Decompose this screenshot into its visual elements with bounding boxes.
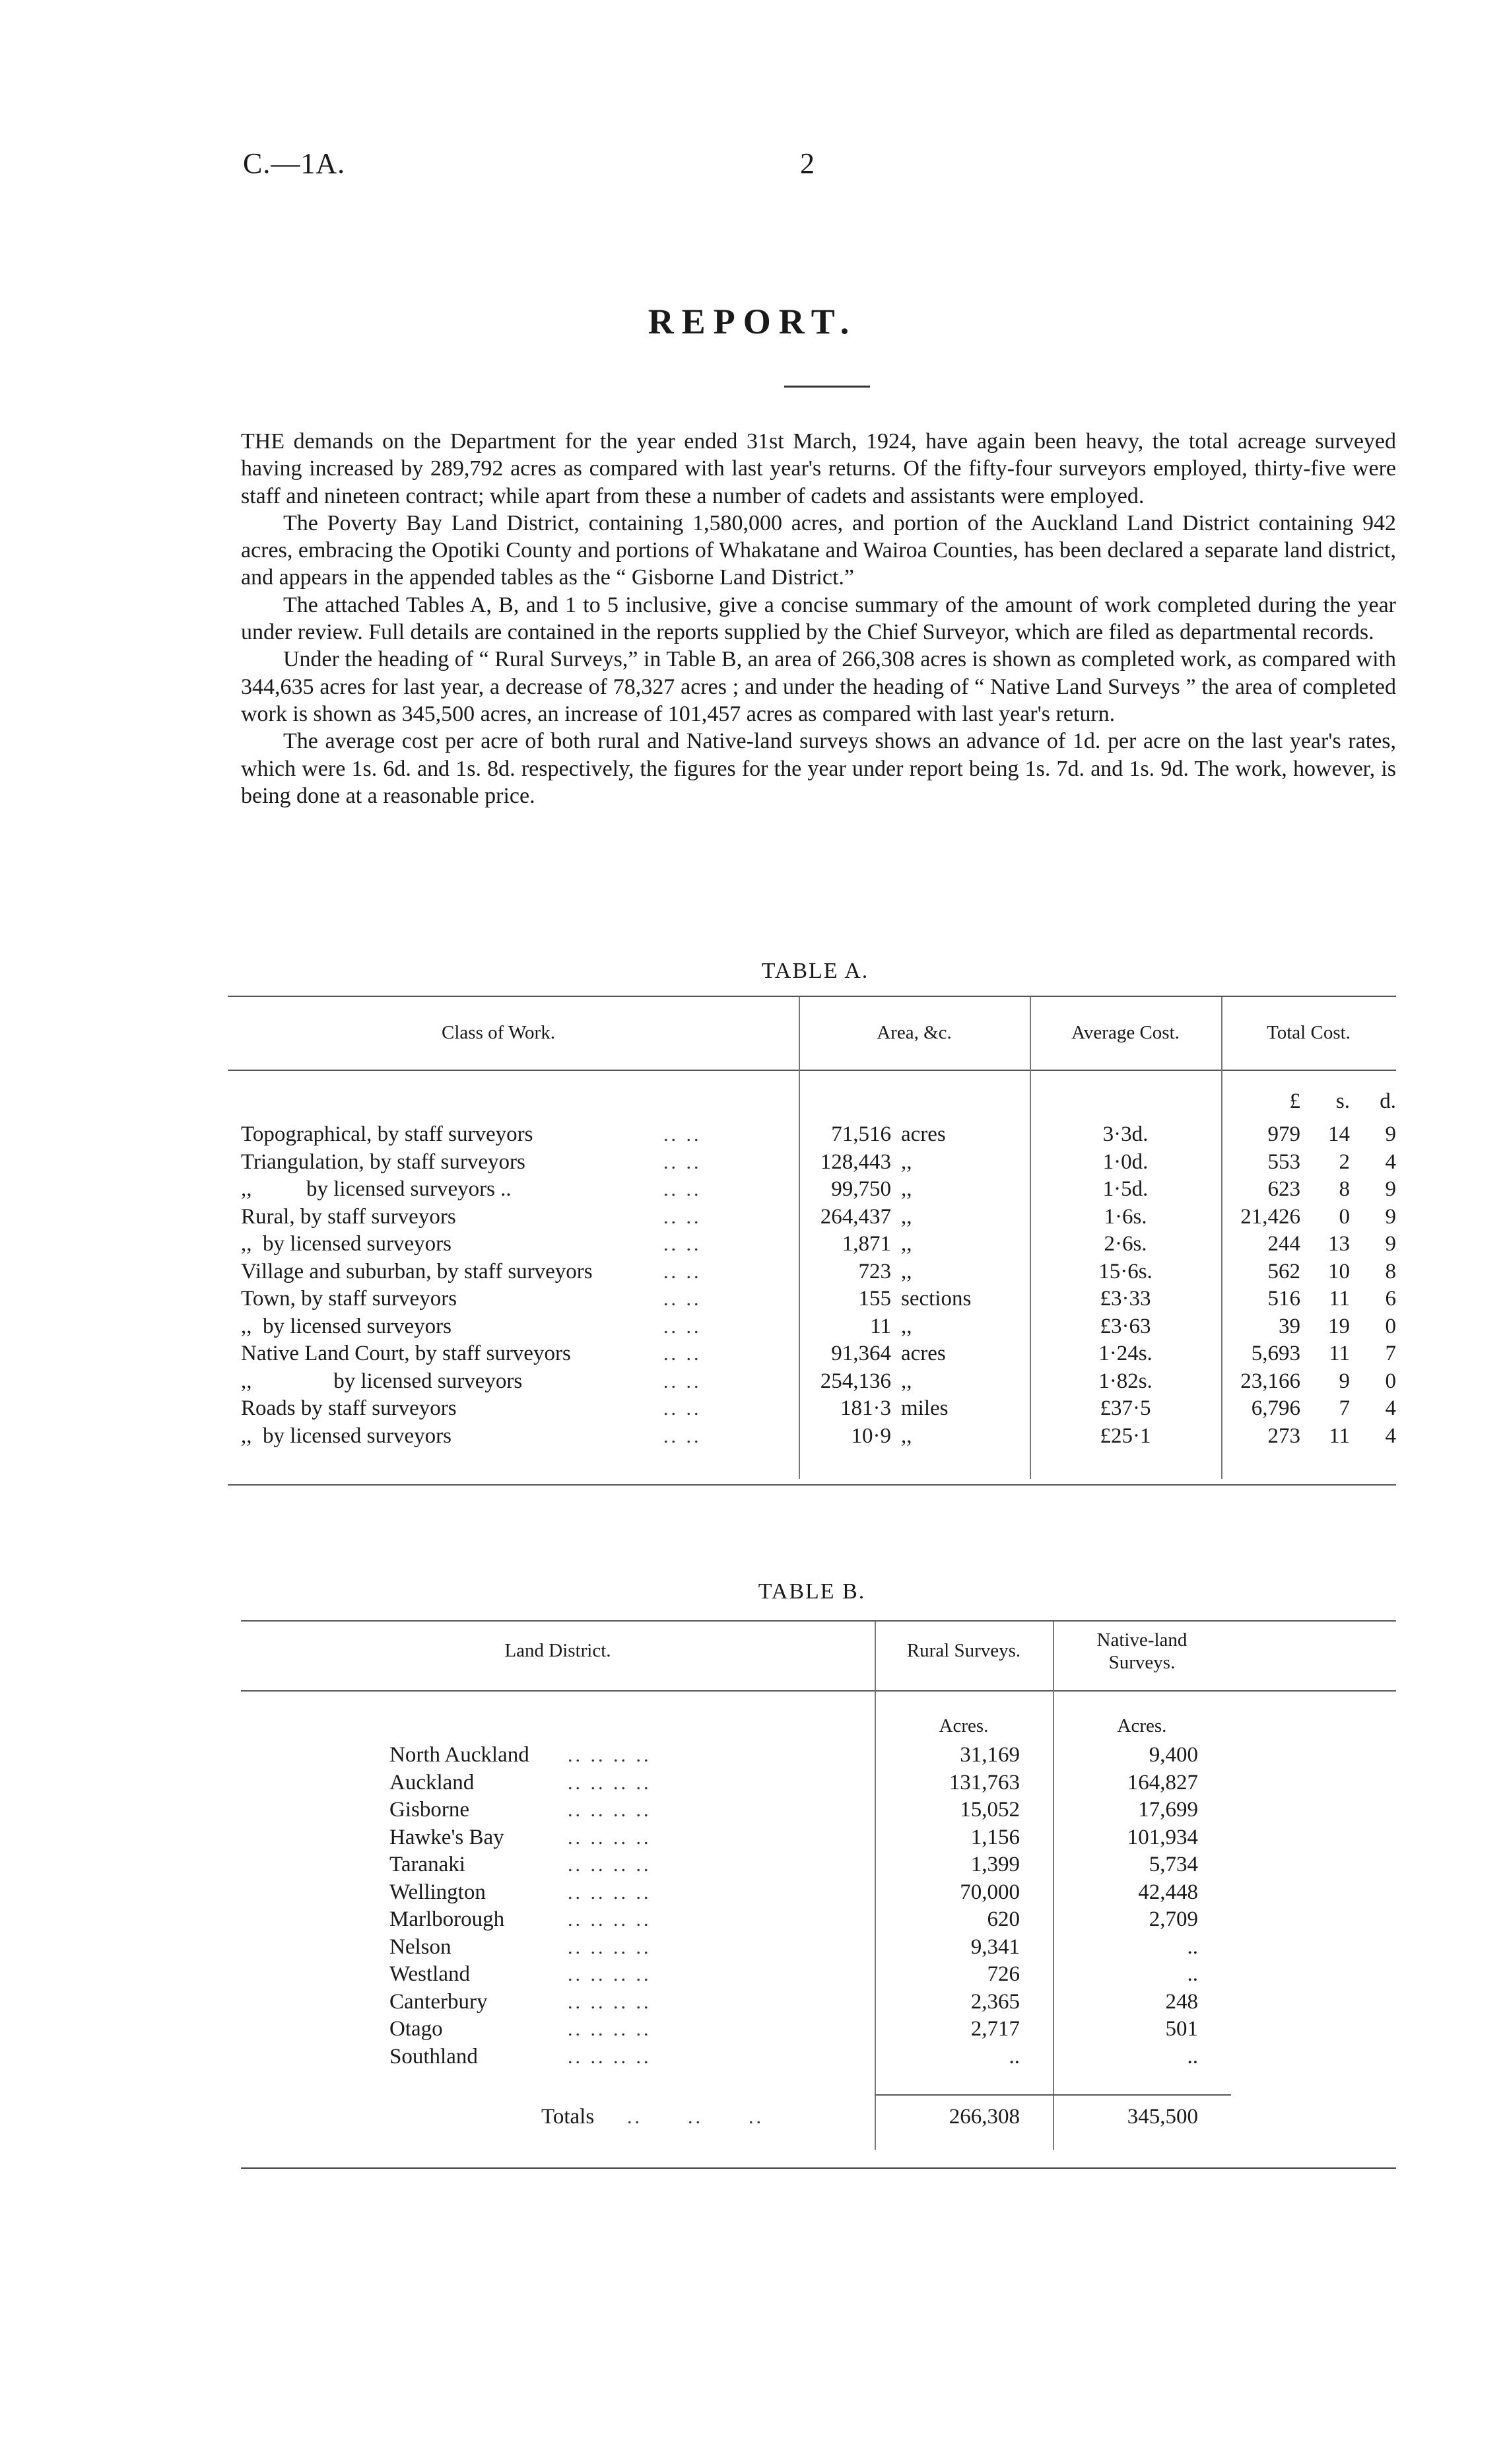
table-a-row-area: 91,364: [831, 1342, 891, 1365]
table-a-row-shillings: 10: [1328, 1259, 1350, 1283]
table-a-row-average: 1·82s.: [1098, 1369, 1153, 1393]
table-a-row-area: 99,750: [831, 1177, 891, 1201]
table-a-row-area: 155: [858, 1287, 891, 1311]
table-a-row-unit: ,,: [901, 1232, 912, 1256]
table-a-row-shillings: 19: [1328, 1314, 1350, 1338]
table-b-unit-native: Acres.: [1117, 1715, 1167, 1736]
page-number: 2: [800, 147, 815, 180]
table-a-row-average: 2·6s.: [1104, 1232, 1147, 1256]
table-a-row-pence: 9: [1385, 1122, 1396, 1146]
table-a-row-pence: 8: [1385, 1259, 1396, 1283]
table-b-row-rural: 2,717: [970, 2017, 1020, 2041]
table-b-divider: [1053, 1622, 1054, 2150]
table-a-row-shillings: 2: [1339, 1149, 1350, 1174]
table-a-header-class: Class of Work.: [442, 1022, 555, 1043]
table-b-header-native-1: Native-land: [1096, 1629, 1187, 1651]
table-a-row-label: ,, by licensed surveyors: [241, 1369, 523, 1393]
leader-dots: .. .. ..: [627, 2106, 764, 2128]
table-a-header-total: Total Cost.: [1267, 1022, 1351, 1043]
table-a-row-area: 128,443: [820, 1149, 891, 1174]
table-b-top-rule: [241, 1620, 1396, 1622]
title-rule: [784, 386, 870, 388]
table-b-row-district: Wellington: [389, 1880, 486, 1904]
table-a-row-average: 1·5d.: [1102, 1177, 1149, 1201]
leader-dots: .. ..: [663, 1370, 702, 1392]
leader-dots: .. .. .. ..: [568, 2045, 652, 2068]
table-a-row-average: 1·6s.: [1104, 1204, 1147, 1229]
table-a-row-unit: ,,: [901, 1149, 912, 1174]
leader-dots: .. .. .. ..: [568, 2018, 652, 2040]
table-b-caption: TABLE B.: [758, 1579, 866, 1604]
table-a-row-unit: sections: [901, 1287, 972, 1311]
table-a-row-shillings: 8: [1339, 1177, 1350, 1201]
table-b-row-rural: ..: [1009, 2044, 1020, 2069]
table-a-row-label: Town, by staff surveyors: [241, 1287, 457, 1311]
table-b-row-rural: 2,365: [970, 1989, 1020, 2014]
table-a-divider: [1221, 997, 1222, 1479]
table-a-row-unit: miles: [901, 1396, 949, 1420]
table-b-row-native: 501: [1165, 2017, 1198, 2041]
leader-dots: .. .. .. ..: [568, 1799, 652, 1821]
table-b-row-native: ..: [1187, 1934, 1198, 1959]
table-a-row-unit: ,,: [901, 1314, 912, 1338]
table-b-header-district: Land District.: [504, 1640, 611, 1661]
table-b-row-district: Hawke's Bay: [389, 1825, 504, 1849]
table-a-row-average: 3·3d.: [1102, 1122, 1149, 1146]
table-a-row-shillings: 14: [1328, 1122, 1350, 1146]
table-b-row-rural: 620: [987, 1907, 1020, 1931]
table-b-row-rural: 15,052: [960, 1798, 1020, 1822]
currency-header-pounds: £: [1289, 1089, 1300, 1113]
table-a-row-pounds: 39: [1279, 1314, 1300, 1338]
table-a-row-label: ,, by licensed surveyors ..: [241, 1177, 512, 1201]
table-b-totals-native: 345,500: [1127, 2105, 1198, 2129]
table-b-row-district: Canterbury: [389, 1989, 488, 2014]
table-b-row-rural: 1,399: [970, 1853, 1020, 1876]
table-b-row-district: Auckland: [389, 1770, 475, 1795]
table-a-row-pence: 7: [1385, 1342, 1396, 1365]
table-a-row-label: Topographical, by staff surveyors: [241, 1122, 533, 1146]
table-b-row-rural: 1,156: [970, 1825, 1020, 1849]
table-b-totals-rural: 266,308: [949, 2105, 1020, 2129]
table-a-row-pence: 6: [1385, 1287, 1396, 1311]
table-a-row-area: 264,437: [820, 1204, 891, 1229]
leader-dots: .. .. .. ..: [568, 1826, 652, 1849]
table-b-row-rural: 726: [987, 1962, 1020, 1986]
table-a-row-pence: 4: [1385, 1423, 1396, 1448]
table-a-row-area: 11: [870, 1314, 891, 1338]
table-a-row-pounds: 553: [1267, 1149, 1300, 1174]
table-b-bottom-rule: [241, 2167, 1396, 2169]
table-a-row-shillings: 9: [1339, 1369, 1350, 1393]
table-a-row-average: 15·6s.: [1098, 1259, 1153, 1283]
leader-dots: .. .. .. ..: [568, 1991, 652, 2013]
table-a-row-unit: ,,: [901, 1423, 912, 1448]
table-b-header-native-2: Surveys.: [1108, 1652, 1176, 1673]
table-a-row-pounds: 21,426: [1240, 1204, 1300, 1229]
table-a-row-area: 181·3: [840, 1396, 891, 1420]
table-b-row-native: 5,734: [1149, 1853, 1198, 1876]
table-a-row-unit: acres: [901, 1342, 946, 1365]
leader-dots: .. .. .. ..: [568, 1909, 652, 1931]
paragraph-1: THE demands on the Department for the year ended 31st March, 1924, have again been heavy, the total acreage surveyed having increased by 289,792 acres as compared with last year's returns. Of the fifty-four surveyors employed, thirty-five were staff and nineteen contract; while apart from these a number of cadets and assistants were employed.: [241, 429, 1396, 508]
table-b-unit-rural: Acres.: [939, 1715, 989, 1736]
leader-dots: .. .. .. ..: [568, 1744, 652, 1766]
table-b-row-rural: 70,000: [960, 1880, 1020, 1904]
table-a-row-label: Rural, by staff surveyors: [241, 1204, 456, 1229]
paragraph-5: The average cost per acre of both rural and Native-land surveys shows an advance of 1d. per acre on the last year's rates, which were 1s. 6d. and 1s. 8d. respectively, the figures for the year under report being 1s. 7d. and 1s. 9d. The work, however, is being done at a reasonable price.: [241, 729, 1396, 808]
table-b-header-rule: [241, 1690, 1396, 1692]
table-a-row-pounds: 516: [1267, 1287, 1300, 1311]
table-b-row-native: ..: [1187, 1962, 1198, 1986]
table-b-header-rural: Rural Surveys.: [906, 1640, 1021, 1661]
leader-dots: .. ..: [663, 1343, 702, 1365]
leader-dots: .. .. .. ..: [568, 1936, 652, 1958]
table-b-row-rural: 9,341: [970, 1934, 1020, 1959]
currency-header-shillings: s.: [1335, 1089, 1350, 1113]
table-b-row-rural: 31,169: [960, 1743, 1020, 1767]
table-a-row-label: Roads by staff surveyors: [241, 1396, 457, 1420]
table-b-row-native: 42,448: [1138, 1880, 1198, 1904]
leader-dots: .. ..: [663, 1233, 702, 1255]
table-b-row-district: Taranaki: [389, 1853, 465, 1876]
table-a-row-pounds: 6,796: [1251, 1396, 1300, 1420]
table-b-row-native: ..: [1187, 2044, 1198, 2069]
table-a-row-label: ,, by licensed surveyors: [241, 1423, 452, 1448]
paragraph-3: The attached Tables A, B, and 1 to 5 inclusive, give a concise summary of the amount of work completed during the year under review. Full details are contained in the reports supplied by the Chief Surveyor, which are filed as departmental records.: [241, 592, 1396, 645]
leader-dots: .. ..: [663, 1151, 702, 1173]
table-a-row-pounds: 5,693: [1251, 1342, 1300, 1365]
table-b-row-native: 101,934: [1127, 1825, 1198, 1849]
table-a-row-shillings: 7: [1339, 1396, 1350, 1420]
paragraph-4: Under the heading of “ Rural Surveys,” in Table B, an area of 266,308 acres is shown as completed work, as compared with 344,635 acres for last year, a decrease of 78,327 acres ; and under the heading of “ Native Land Surveys ” the area of completed work is shown as 345,500 acres, an increase of 101,457 acres as compared with last year's return.: [241, 647, 1396, 726]
table-b-row-rural: 131,763: [949, 1770, 1020, 1795]
table-a-row-average: £3·63: [1100, 1314, 1151, 1338]
table-a-row-pounds: 979: [1267, 1122, 1300, 1146]
table-a-row-unit: acres: [901, 1122, 946, 1146]
leader-dots: .. .. .. ..: [568, 1881, 652, 1903]
table-a-row-pence: 4: [1385, 1396, 1396, 1420]
table-a-row-pounds: 623: [1267, 1177, 1300, 1201]
paragraph-2: The Poverty Bay Land District, containing 1,580,000 acres, and portion of the Auckland Land District containing 942 acres, embracing the Opotiki County and portions of Whakatane and Wairoa Counties, has been declared a separate land district, and appears in the appended tables as the “ Gisborne Land District.”: [241, 510, 1396, 590]
table-a-row-pounds: 23,166: [1240, 1369, 1300, 1393]
leader-dots: .. ..: [663, 1315, 702, 1338]
leader-dots: .. .. .. ..: [568, 1854, 652, 1876]
table-a-header-average: Average Cost.: [1071, 1022, 1180, 1043]
table-a-row-unit: ,,: [901, 1369, 912, 1393]
table-b-row-native: 2,709: [1149, 1907, 1198, 1931]
table-a-row-average: £25·1: [1100, 1423, 1151, 1448]
table-a-row-pence: 4: [1385, 1149, 1396, 1174]
table-b-row-native: 17,699: [1138, 1798, 1198, 1822]
table-a-row-unit: ,,: [901, 1177, 912, 1201]
leader-dots: .. ..: [663, 1288, 702, 1310]
document-reference: C.—1A.: [243, 147, 346, 180]
table-b-row-native: 248: [1165, 1989, 1198, 2014]
table-a-row-unit: ,,: [901, 1204, 912, 1229]
table-a-row-shillings: 13: [1328, 1232, 1350, 1256]
table-b-row-district: Marlborough: [389, 1907, 505, 1931]
table-a-row-label: Native Land Court, by staff surveyors: [241, 1342, 571, 1365]
table-b-totals-label: Totals: [541, 2105, 595, 2129]
table-b-row-district: North Auckland: [389, 1743, 529, 1767]
table-a-row-shillings: 11: [1329, 1342, 1350, 1365]
table-b-row-district: Gisborne: [389, 1798, 469, 1822]
table-a-row-pounds: 273: [1267, 1423, 1300, 1448]
leader-dots: .. ..: [663, 1206, 702, 1228]
table-a-row-pence: 9: [1385, 1232, 1396, 1256]
leader-dots: .. ..: [663, 1425, 702, 1447]
table-b-row-native: 9,400: [1149, 1743, 1198, 1767]
table-b-divider: [875, 1622, 876, 2150]
table-b-row-district: Otago: [389, 2017, 443, 2041]
table-a-row-area: 10·9: [851, 1423, 891, 1448]
table-a-row-shillings: 11: [1329, 1287, 1350, 1311]
leader-dots: .. ..: [663, 1179, 702, 1200]
table-a-row-average: £37·5: [1100, 1396, 1151, 1420]
table-a-row-label: ,, by licensed surveyors: [241, 1314, 452, 1338]
table-a-row-area: 723: [858, 1259, 891, 1283]
table-a-bottom-rule: [228, 1484, 1396, 1486]
table-b-row-native: 164,827: [1127, 1770, 1198, 1795]
table-a-row-area: 1,871: [842, 1232, 891, 1256]
table-a-row-pounds: 244: [1267, 1232, 1300, 1256]
table-a-row-shillings: 0: [1339, 1204, 1350, 1229]
table-a-row-unit: ,,: [901, 1259, 912, 1283]
table-a-row-shillings: 11: [1329, 1423, 1350, 1448]
leader-dots: .. .. .. ..: [568, 1964, 652, 1985]
table-a-row-pence: 0: [1385, 1369, 1396, 1393]
leader-dots: .. ..: [663, 1398, 702, 1420]
leader-dots: .. .. .. ..: [568, 1771, 652, 1794]
table-a-header-area: Area, &c.: [877, 1022, 952, 1043]
table-a-row-pounds: 562: [1267, 1259, 1300, 1283]
table-b-row-district: Southland: [389, 2044, 478, 2069]
currency-header-pence: d.: [1380, 1089, 1396, 1113]
table-a-row-area: 254,136: [820, 1369, 891, 1393]
table-a-row-label: Village and suburban, by staff surveyors: [241, 1259, 593, 1283]
table-a-divider: [799, 997, 800, 1479]
leader-dots: .. ..: [663, 1260, 702, 1283]
table-a-row-area: 71,516: [831, 1122, 891, 1146]
report-title: REPORT.: [648, 302, 857, 341]
table-b-totals-rule: [875, 2094, 1231, 2096]
table-a-caption: TABLE A.: [761, 959, 869, 983]
table-a-row-average: £3·33: [1100, 1287, 1151, 1311]
table-a-row-label: Triangulation, by staff surveyors: [241, 1149, 525, 1174]
table-a-row-pence: 9: [1385, 1204, 1396, 1229]
table-a-row-pence: 0: [1385, 1314, 1396, 1338]
table-a-row-label: ,, by licensed surveyors: [241, 1232, 452, 1256]
leader-dots: .. ..: [663, 1124, 702, 1146]
table-a-row-average: 1·0d.: [1102, 1149, 1149, 1174]
report-body: [241, 428, 1396, 809]
table-a-row-average: 1·24s.: [1098, 1342, 1153, 1365]
table-a-row-pence: 9: [1385, 1177, 1396, 1201]
table-b-row-district: Westland: [389, 1962, 470, 1986]
table-b-row-district: Nelson: [389, 1934, 452, 1959]
